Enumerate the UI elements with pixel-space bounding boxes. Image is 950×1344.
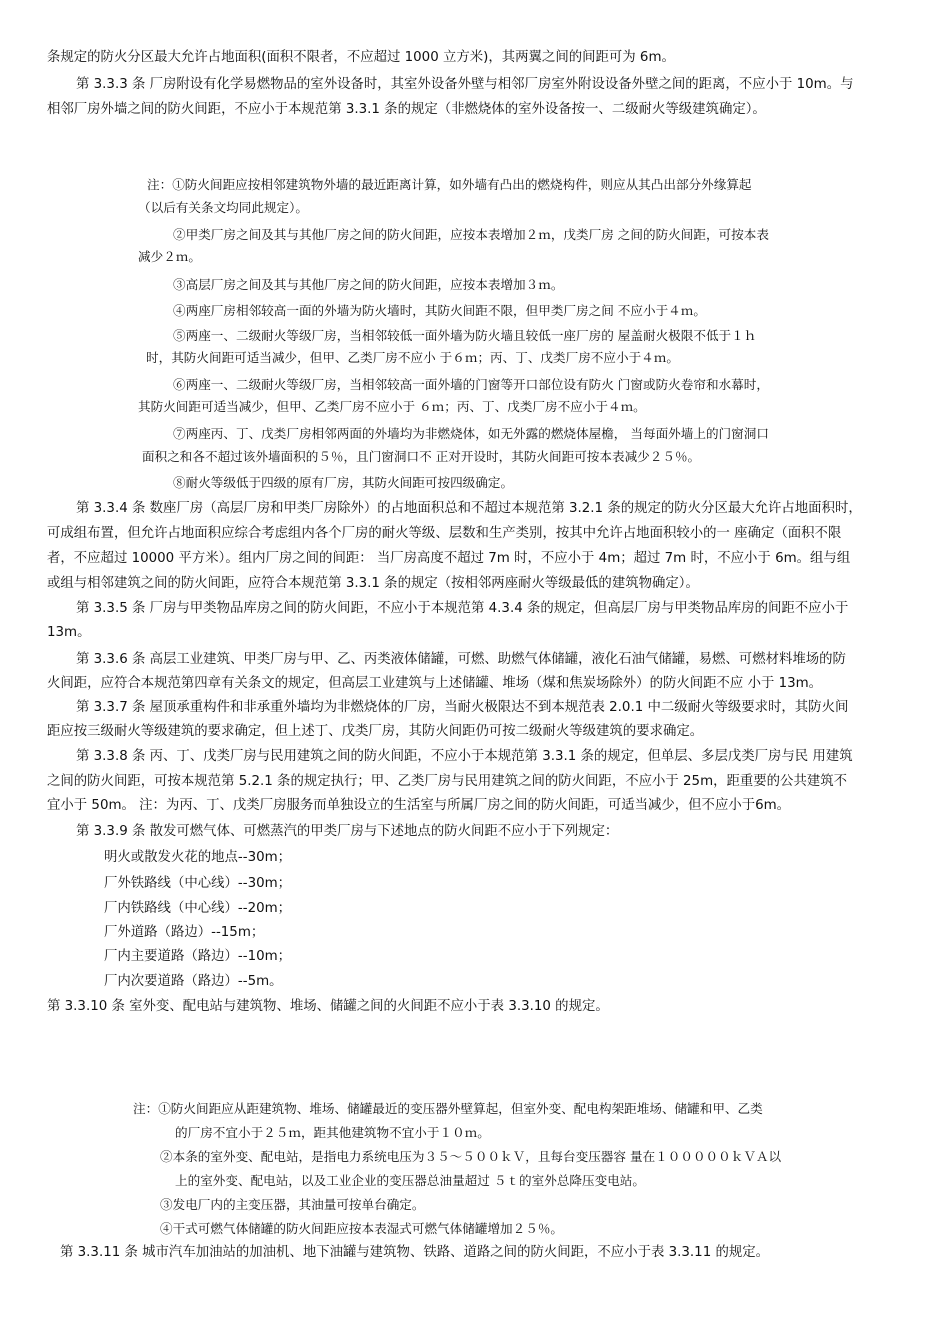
note-line: 减少２ｍ。 [138,249,201,264]
paragraph-line: 距应按三级耐火等级建筑的要求确定，但上述丁、戊类厂房，其防火间距仍可按二级耐火等级建筑的要求确定。 [47,724,704,739]
paragraph-line: 火间距，应符合本规范第四章有关条文的规定，但高层工业建筑与上述储罐、堆场（煤和焦炭场除外）的防火间距不应 小于 13m。 [47,676,823,691]
note-line: ②甲类厂房之间及其与其他厂房之间的防火间距，应按本表增加２ｍ，戊类厂房 之间的防火间距，可按本表 [173,227,769,242]
note-line: ②本条的室外变、配电站，是指电力系统电压为３５～５００ｋＶ，且每台变压器容 量在１０００００ｋＶＡ以 [160,1149,782,1164]
paragraph-line: 可成组布置，但允许占地面积应综合考虑组内各个厂房的耐火等级、层数和生产类别，按其中允许占地面积较小的一 座确定（面积不限 [47,526,842,541]
note-line: 注：①防火间距应按相邻建筑物外墙的最近距离计算，如外墙有凸出的燃烧构件，则应从其凸出部分外缘算起 [147,177,752,192]
note-line: 时，其防火间距可适当减少，但甲、乙类厂房不应小 于６ｍ；丙、丁、戊类厂房不应小于４ｍ。 [146,350,679,365]
article-3-3-9: 第 3.3.9 条 散发可燃气体、可燃蒸汽的甲类厂房与下述地点的防火间距不应小于下列规定： [76,824,619,839]
list-item: 厂外铁路线（中心线）--30m； [104,876,292,891]
note-line: ⑦两座丙、丁、戊类厂房相邻两面的外墙均为非燃烧体，如无外露的燃烧体屋檐， 当每面外墙上的门窗洞口 [173,426,769,441]
note-line: ⑥两座一、二级耐火等级厂房，当相邻较高一面外墙的门窗等开口部位设有防火 门窗或防火卷帘和水幕时， [173,377,769,392]
note-line: ④干式可燃气体储罐的防火间距应按本表湿式可燃气体储罐增加２５％。 [160,1221,563,1236]
article-3-3-4: 第 3.3.4 条 数座厂房（高层厂房和甲类厂房除外）的占地面积总和不超过本规范第 3.2.1 条的规定的防火分区最大允许占地面积时， [76,501,862,516]
list-item: 厂内次要道路（路边）--5m。 [104,974,283,989]
article-3-3-7: 第 3.3.7 条 屋顶承重构件和非承重外墙均为非燃烧体的厂房，当耐火极限达不到本规范表 2.0.1 中二级耐火等级要求时，其防火间 [76,700,849,715]
paragraph-line: 条规定的防火分区最大允许占地面积(面积不限者，不应超过 1000 立方米)，其两翼之间的间距可为 6m。 [47,50,675,65]
article-3-3-6: 第 3.3.6 条 高层工业建筑、甲类厂房与甲、乙、丙类液体储罐，可燃、助燃气体储罐，液化石油气储罐，易燃、可燃材料堆场的防 [76,652,846,667]
note-line: ④两座厂房相邻较高一面的外墙为防火墙时，其防火间距不限，但甲类厂房之间 不应小于４ｍ。 [173,303,706,318]
note-line: 上的室外变、配电站，以及工业企业的变压器总油量超过 ５ｔ的室外总降压变电站。 [175,1173,645,1188]
note-line: （以后有关条文均同此规定）。 [138,200,309,215]
article-3-3-11: 第 3.3.11 条 城市汽车加油站的加油机、地下油罐与建筑物、铁路、道路之间的防火间距，不应小于表 3.3.11 的规定。 [60,1245,770,1260]
note-line: ③高层厂房之间及其与其他厂房之间的防火间距，应按本表增加３ｍ。 [173,277,564,292]
article-3-3-5: 第 3.3.5 条 厂房与甲类物品库房之间的防火间距，不应小于本规范第 4.3.4 条的规定，但高层厂房与甲类物品库房的间距不应小于 [76,601,849,616]
note-line: 的厂房不宜小于２５ｍ，距其他建筑物不宜小于１０ｍ。 [175,1125,490,1140]
list-item: 明火或散发火花的地点--30m； [104,850,292,865]
list-item: 厂内主要道路（路边）--10m； [104,949,292,964]
paragraph-line: 宜小于 50m。 注：为丙、丁、戊类厂房服务而单独设立的生活室与所属厂房之间的防火间距，可适当减少，但不应小于6m。 [47,798,791,813]
article-3-3-8: 第 3.3.8 条 丙、丁、戊类厂房与民用建筑之间的防火间距，不应小于本规范第 3.3.1 条的规定，但单层、多层戊类厂房与民 用建筑 [76,749,853,764]
paragraph-line: 相邻厂房外墙之间的防火间距，不应小于本规范第 3.3.1 条的规定（非燃烧体的室外设备按一、二级耐火等级建筑确定）。 [47,102,766,117]
list-item: 厂外道路（路边）--15m； [104,925,265,940]
article-3-3-3: 第 3.3.3 条 厂房附设有化学易燃物品的室外设备时，其室外设备外壁与相邻厂房室外附设设备外壁之间的距离，不应小于 10m。与 [76,77,854,92]
article-3-3-10: 第 3.3.10 条 室外变、配电站与建筑物、堆场、储罐之间的火间距不应小于表 3.3.10 的规定。 [47,999,609,1014]
paragraph-line: 13m。 [47,625,91,640]
list-item: 厂内铁路线（中心线）--20m； [104,901,292,916]
note-line: ③发电厂内的主变压器，其油量可按单台确定。 [160,1197,425,1212]
note-line: 其防火间距可适当减少，但甲、乙类厂房不应小于 ６ｍ；丙、丁、戊类厂房不应小于４ｍ。 [138,399,646,414]
paragraph-line: 者，不应超过 10000 平方米）。组内厂房之间的间距： 当厂房高度不超过 7m 时，不应小于 4m；超过 7m 时，不应小于 6m。组与组 [47,551,851,566]
note-line: ⑤两座一、二级耐火等级厂房，当相邻较低一面外墙为防火墙且较低一座厂房的 屋盖耐火极限不低于１ｈ [173,328,757,343]
paragraph-line: 之间的防火间距，可按本规范第 5.2.1 条的规定执行；甲、乙类厂房与民用建筑之间的防火间距，不应小于 25m，距重要的公共建筑不 [47,774,848,789]
note-line: 面积之和各不超过该外墙面积的５％，且门窗洞口不 正对开设时，其防火间距可按本表减少２５％。 [142,449,701,464]
note-line: ⑧耐火等级低于四级的原有厂房，其防火间距可按四级确定。 [173,475,514,490]
note-line: 注：①防火间距应从距建筑物、堆场、储罐最近的变压器外壁算起，但室外变、配电构架距堆场、储罐和甲、乙类 [133,1101,763,1116]
paragraph-line: 或组与相邻建筑之间的防火间距，应符合本规范第 3.3.1 条的规定（按相邻两座耐火等级最低的建筑物确定）。 [47,576,699,591]
